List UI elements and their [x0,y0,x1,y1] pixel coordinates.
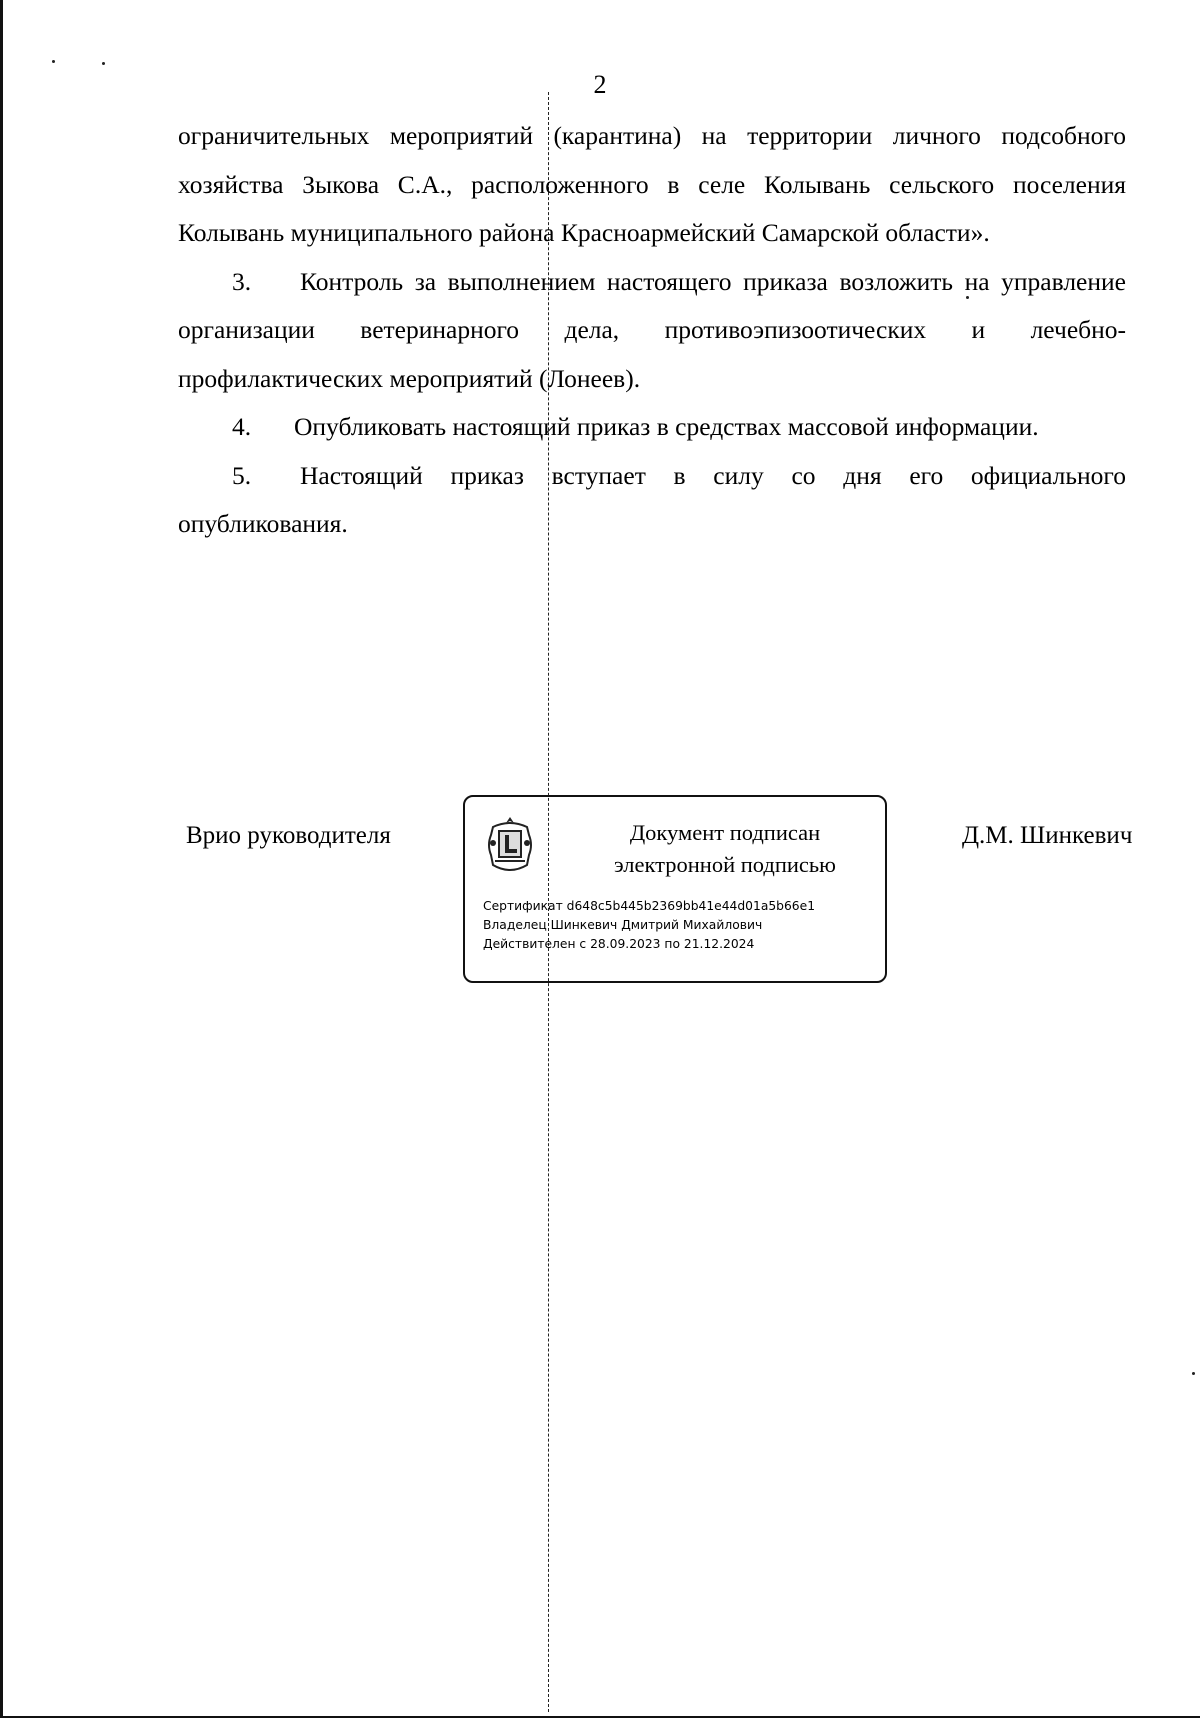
paragraph-text: ограничительных мероприятий (карантина) на территории личного подсобного хозяйства Зыкова С.А., расположенного в селе Колывань сельского поселения Колывань муниципального района Красноармейский Самарской области». [178,121,1126,247]
certificate-number: Сертификат d648c5b445b2369bb41e44d01a5b66e1 [483,899,816,913]
document-body [178,112,1126,549]
coat-of-arms-icon [483,815,537,877]
paragraph-3 [178,258,1126,404]
certificate-validity: Действителен с 28.09.2023 по 21.12.2024 [483,937,755,951]
paragraph-text: Контроль за выполнением настоящего приказа возложить на управление организации ветеринарного дела, противоэпизоотических и лечебно-профилактических мероприятий (Лонеев). [178,266,1126,393]
stamp-details [483,897,815,954]
certificate-owner: Владелец Шинкевич Дмитрий Михайлович [483,918,763,932]
paragraph-continuation [178,112,1126,258]
stamp-heading-line: Документ подписан [629,820,821,845]
scan-speck [102,62,105,65]
paragraph-number: 4. [232,412,252,441]
scan-edge-left [0,0,3,1718]
paragraph-number: 3. [232,266,252,296]
paragraph-4 [178,403,1126,452]
paragraph-text: Опубликовать настоящий приказ в средствах массовой информации. [294,412,1039,441]
e-signature-stamp [463,795,887,983]
paragraph-text: Настоящий приказ вступает в силу со дня его официального опубликования. [178,460,1126,538]
stamp-heading [575,817,875,881]
scan-speck [52,60,55,63]
paragraph-number: 5. [232,460,252,490]
page-number: 2 [593,70,607,99]
stamp-heading-line: электронной подписью [614,852,836,877]
signer-position: Врио руководителя [186,822,391,849]
scan-speck [1192,1372,1195,1375]
signer-name: Д.М. Шинкевич [962,822,1133,849]
paragraph-5 [178,452,1126,549]
